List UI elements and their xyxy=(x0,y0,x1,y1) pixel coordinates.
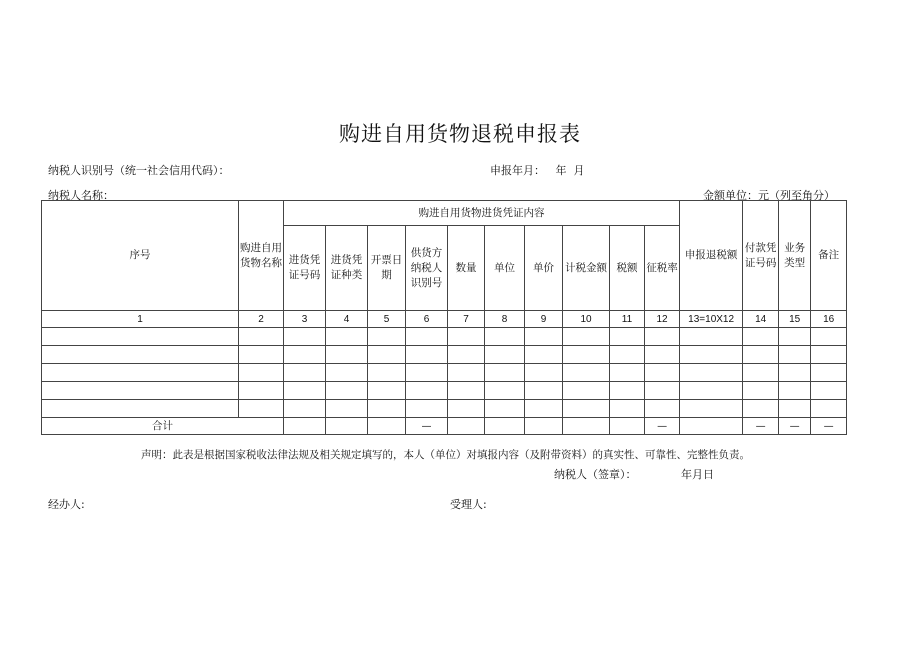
total-row xyxy=(42,418,847,435)
declaration-statement: 声明：此表是根据国家税收法律法规及相关规定填写的，本人（单位）对填报内容（及附带资料）的真实性、可靠性、完整性负责。 xyxy=(141,449,750,461)
subheader-taxable-amount: 计税金额 xyxy=(563,226,610,311)
table-row xyxy=(42,364,847,382)
col-number: 9 xyxy=(525,311,563,328)
col-number: 7 xyxy=(448,311,485,328)
col-number: 11 xyxy=(610,311,645,328)
table-row xyxy=(42,346,847,364)
header-business-type: 业务类型 xyxy=(779,201,811,311)
subheader-voucher-type: 进货凭证种类 xyxy=(326,226,368,311)
header-goods-name: 购进自用货物名称 xyxy=(239,201,284,311)
table-row xyxy=(42,382,847,400)
col-number: 4 xyxy=(326,311,368,328)
receiver-label: 受理人: xyxy=(450,498,487,511)
header-note: 备注 xyxy=(811,201,847,311)
total-dash-note: — xyxy=(811,418,847,435)
subheader-quantity: 数量 xyxy=(448,226,485,311)
col-number: 8 xyxy=(485,311,525,328)
col-number: 6 xyxy=(406,311,448,328)
subheader-voucher-no: 进货凭证号码 xyxy=(284,226,326,311)
header-voucher-group: 购进自用货物进货凭证内容 xyxy=(284,201,680,226)
table-row xyxy=(42,400,847,418)
col-number: 12 xyxy=(645,311,680,328)
total-dash-tax-rate: — xyxy=(645,418,680,435)
total-label: 合计 xyxy=(42,418,284,435)
subheader-tax-amount: 税额 xyxy=(610,226,645,311)
signature-label: 纳税人（签章）： xyxy=(554,468,637,481)
col-number: 2 xyxy=(239,311,284,328)
refund-declaration-table xyxy=(41,200,847,435)
total-dash-business-type: — xyxy=(779,418,811,435)
total-dash-supplier-id: — xyxy=(406,418,448,435)
taxpayer-name-label: 纳税人名称： xyxy=(48,189,114,202)
handler-label: 经办人: xyxy=(48,498,85,511)
taxpayer-id-label: 纳税人识别号（统一社会信用代码）： xyxy=(48,164,230,177)
col-number: 10 xyxy=(563,311,610,328)
header-seq: 序号 xyxy=(42,201,239,311)
signature-date-label: 年月日 xyxy=(681,468,714,481)
total-dash-payment-voucher: — xyxy=(743,418,779,435)
header-refund-amount: 申报退税额 xyxy=(680,201,743,311)
col-number: 3 xyxy=(284,311,326,328)
col-number: 16 xyxy=(811,311,847,328)
period-label: 申报年月： 年 月 xyxy=(490,164,585,177)
table-row xyxy=(42,328,847,346)
col-number: 15 xyxy=(779,311,811,328)
subheader-unit: 单位 xyxy=(485,226,525,311)
col-number: 14 xyxy=(743,311,779,328)
subheader-invoice-date: 开票日期 xyxy=(368,226,406,311)
subheader-unit-price: 单价 xyxy=(525,226,563,311)
col-number: 13=10X12 xyxy=(680,311,743,328)
subheader-supplier-id: 供货方纳税人识别号 xyxy=(406,226,448,311)
col-number: 5 xyxy=(368,311,406,328)
header-payment-voucher: 付款凭证号码 xyxy=(743,201,779,311)
amount-unit-label: 金额单位：元（列至角分） xyxy=(703,189,835,202)
page-title: 购进自用货物退税申报表 xyxy=(339,122,581,146)
col-number: 1 xyxy=(42,311,239,328)
subheader-tax-rate: 征税率 xyxy=(645,226,680,311)
